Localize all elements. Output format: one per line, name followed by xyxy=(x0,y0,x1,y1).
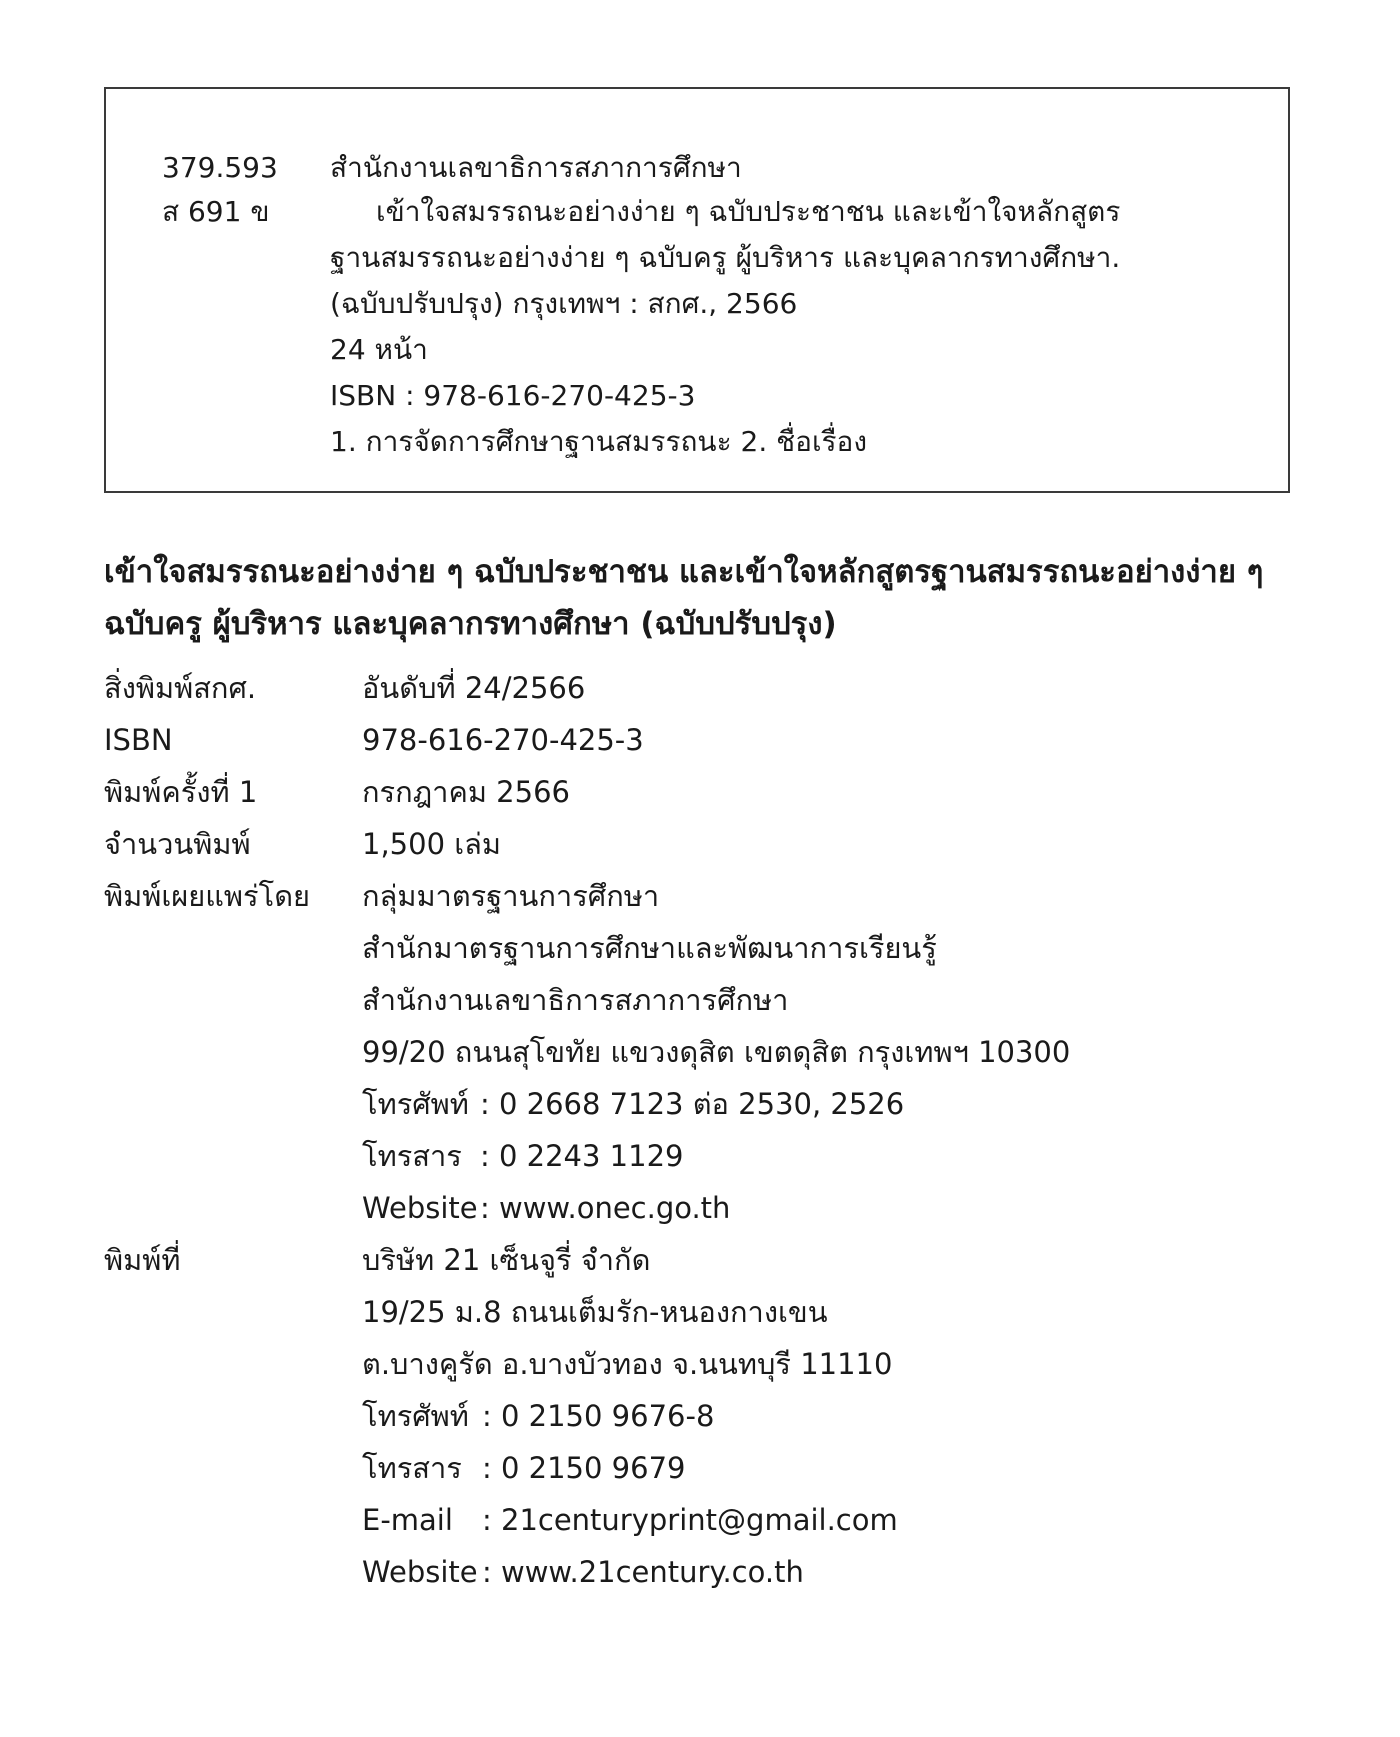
printer-phone-label: โทรศัพท์ xyxy=(362,1399,469,1433)
printer-website-value: : www.21century.co.th xyxy=(482,1555,804,1589)
publication-label: สิ่งพิมพ์สกศ. xyxy=(104,671,257,705)
copies-label: จำนวนพิมพ์ xyxy=(104,827,251,861)
isbn-value: 978-616-270-425-3 xyxy=(362,723,644,757)
publisher-label: พิมพ์เผยแพร่โดย xyxy=(104,879,311,913)
printer-website-label: Website xyxy=(362,1555,478,1589)
printer-line: ต.บางคูรัด อ.บางบัวทอง จ.นนทบุรี 11110 xyxy=(362,1347,893,1381)
catalog-title-line-1: เข้าใจสมรรถนะอย่างง่าย ๆ ฉบับประชาชน และเข้าใจหลักสูตร xyxy=(376,195,1121,228)
publisher-website-value: : www.onec.go.th xyxy=(480,1191,731,1225)
catalog-subjects: 1. การจัดการศึกษาฐานสมรรถนะ 2. ชื่อเรื่อง xyxy=(330,425,868,458)
printer-fax xyxy=(362,1448,686,1488)
publisher-line: 99/20 ถนนสุโขทัย แขวงดุสิต เขตดุสิต กรุงเทพฯ 10300 xyxy=(362,1035,1071,1069)
printer-email-label: E-mail xyxy=(362,1503,453,1537)
printer-label: พิมพ์ที่ xyxy=(104,1243,181,1277)
publisher-website xyxy=(362,1188,731,1228)
publisher-fax xyxy=(362,1136,684,1176)
printer-phone-value: : 0 2150 9676-8 xyxy=(482,1399,715,1433)
printer-email xyxy=(362,1500,898,1540)
copies-value: 1,500 เล่ม xyxy=(362,827,502,861)
catalog-pages: 24 หน้า xyxy=(330,333,428,366)
printer-line: บริษัท 21 เซ็นจูรี่ จำกัด xyxy=(362,1243,651,1277)
publisher-phone xyxy=(362,1084,905,1124)
printer-email-value: : 21centuryprint@gmail.com xyxy=(482,1503,898,1537)
edition-value: กรกฎาคม 2566 xyxy=(362,775,570,809)
catalog-title-line-3: (ฉบับปรับปรุง) กรุงเทพฯ : สกศ., 2566 xyxy=(330,287,798,320)
printer-fax-label: โทรสาร xyxy=(362,1451,462,1485)
publisher-line: สำนักมาตรฐานการศึกษาและพัฒนาการเรียนรู้ xyxy=(362,931,937,965)
isbn-label: ISBN xyxy=(104,723,173,757)
book-title xyxy=(104,546,1304,650)
publisher-phone-value: : 0 2668 7123 ต่อ 2530, 2526 xyxy=(480,1087,905,1121)
call-number-1: 379.593 xyxy=(162,151,278,184)
printer-phone xyxy=(362,1396,715,1436)
publisher-phone-label: โทรศัพท์ xyxy=(362,1087,469,1121)
publisher-fax-value: : 0 2243 1129 xyxy=(480,1139,684,1173)
publisher-fax-label: โทรสาร xyxy=(362,1139,462,1173)
book-title-line-1: เข้าใจสมรรถนะอย่างง่าย ๆ ฉบับประชาชน และเข้าใจหลักสูตรฐานสมรรถนะอย่างง่าย ๆ xyxy=(104,554,1264,590)
publisher-line: สำนักงานเลขาธิการสภาการศึกษา xyxy=(362,983,789,1017)
publisher-website-label: Website xyxy=(362,1191,478,1225)
printer-line: 19/25 ม.8 ถนนเต็มรัก-หนองกางเขน xyxy=(362,1295,828,1329)
publication-value: อันดับที่ 24/2566 xyxy=(362,671,586,705)
book-title-line-2: ฉบับครู ผู้บริหาร และบุคลากรทางศึกษา (ฉบับปรับปรุง) xyxy=(104,606,837,642)
publisher-line: กลุ่มมาตรฐานการศึกษา xyxy=(362,879,660,913)
printer-website xyxy=(362,1552,804,1592)
catalog-isbn: ISBN : 978-616-270-425-3 xyxy=(330,379,696,412)
catalog-author: สำนักงานเลขาธิการสภาการศึกษา xyxy=(330,151,742,184)
call-number-2: ส 691 ข xyxy=(162,195,270,228)
catalog-title-line-2: ฐานสมรรถนะอย่างง่าย ๆ ฉบับครู ผู้บริหาร และบุคลากรทางศึกษา. xyxy=(330,241,1121,274)
edition-label: พิมพ์ครั้งที่ 1 xyxy=(104,775,258,809)
printer-fax-value: : 0 2150 9679 xyxy=(482,1451,686,1485)
